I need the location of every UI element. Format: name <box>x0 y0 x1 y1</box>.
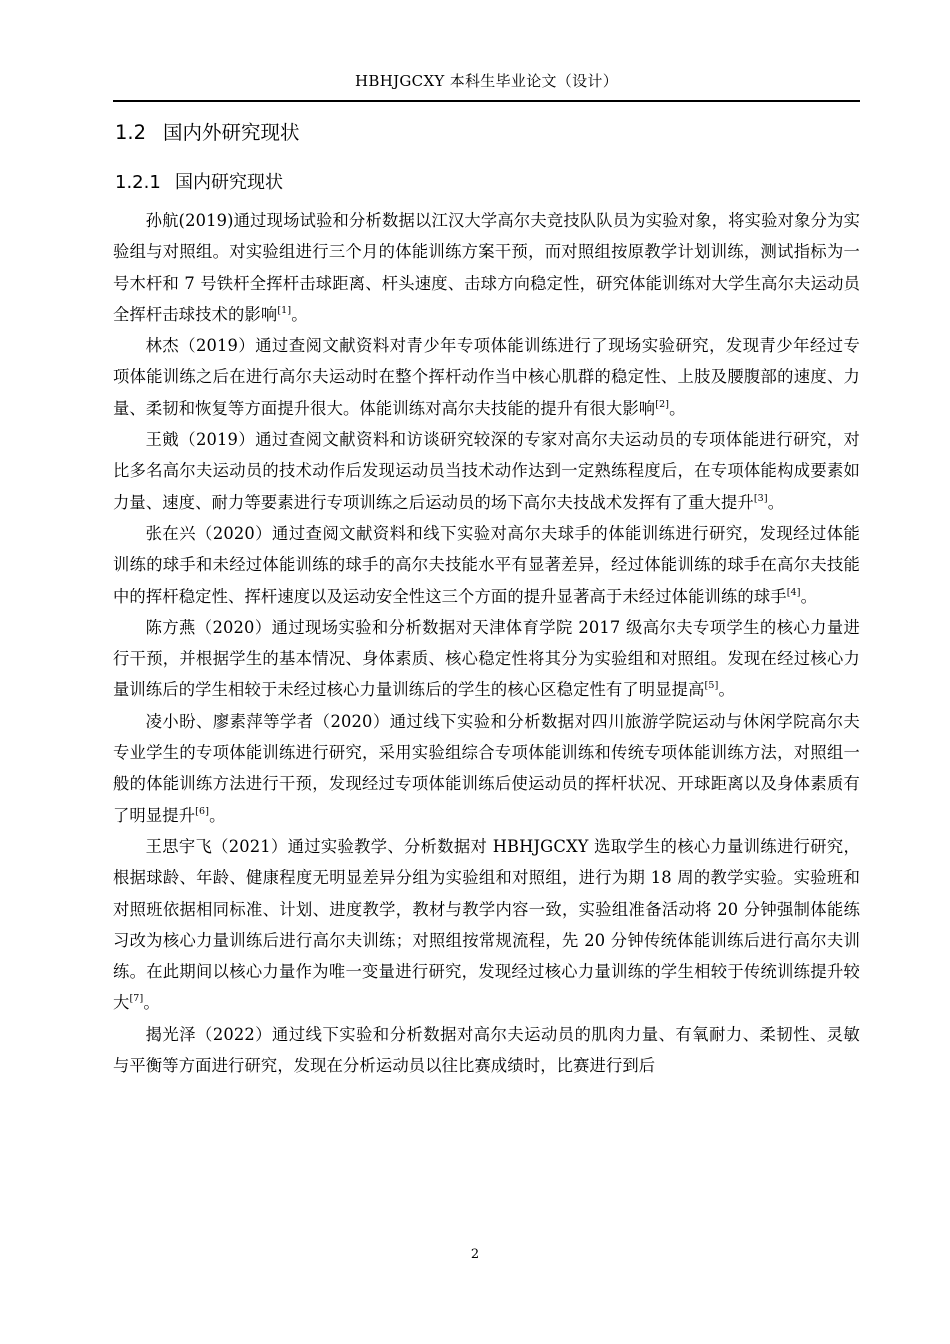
paragraph <box>113 612 860 706</box>
section-title: 国内外研究现状 <box>163 121 300 144</box>
paragraph <box>113 831 860 1019</box>
citation-ref: [2] <box>655 398 670 410</box>
paragraph <box>113 706 860 831</box>
citation-ref: [4] <box>786 586 801 598</box>
paragraph <box>113 1019 860 1082</box>
paragraph <box>113 518 860 612</box>
citation-ref: [3] <box>753 492 768 504</box>
paragraph-end: 。 <box>718 680 735 700</box>
citation-ref: [6] <box>195 805 210 817</box>
citation-ref: [7] <box>129 993 144 1005</box>
subsection-title: 国内研究现状 <box>175 172 283 193</box>
body-text <box>113 205 860 1081</box>
subsection-heading <box>115 168 283 194</box>
paragraph-text: 陈方燕（2020）通过现场实验和分析数据对天津体育学院 2017 级高尔夫专项学生的核心力量进行干预，并根据学生的基本情况、身体素质、核心稳定性将其分为实验组和对照组。发现在经过核心力量训练后的学生相较于未经过核心力量训练后的学生的核心区稳定性有了明显提高 <box>113 617 860 700</box>
paragraph-text: 孙航(2019)通过现场试验和分析数据以江汉大学高尔夫竞技队队员为实验对象，将实验对象分为实验组与对照组。对实验组进行三个月的体能训练方案干预，而对照组按原教学计划训练，测试指标为一号木杆和 7 号铁杆全挥杆击球距离、杆头速度、击球方向稳定性，研究体能训练对大学生高尔夫运动员全挥杆击球技术的影响 <box>113 211 860 324</box>
paragraph-text: 林杰（2019）通过查阅文献资料对青少年专项体能训练进行了现场实验研究，发现青少年经过专项体能训练之后在进行高尔夫运动时在整个挥杆动作当中核心肌群的稳定性、上肢及腰腹部的速度、力量、柔韧和恢复等方面提升很大。体能训练对高尔夫技能的提升有很大影响 <box>113 336 860 418</box>
paragraph-end: 。 <box>669 398 686 418</box>
paragraph-end: 。 <box>767 492 785 512</box>
citation-ref: [5] <box>704 680 719 692</box>
citation-ref: [1] <box>277 304 292 316</box>
header-rule <box>113 100 860 102</box>
paragraph-text: 张在兴（2020）通过查阅文献资料和线下实验对高尔夫球手的体能训练进行研究，发现经过体能训练的球手和未经过体能训练的球手的高尔夫技能水平有显著差异，经过体能训练的球手在高尔夫技能中的挥杆稳定性、挥杆速度以及运动安全性这三个方面的提升显著高于未经过体能训练的球手 <box>113 523 860 606</box>
page-number: 2 <box>470 1247 480 1262</box>
paragraph-end: 。 <box>143 993 160 1013</box>
paragraph-text: 王思宇飞（2021）通过实验教学、分析数据对 HBHJGCXY 选取学生的核心力量训练进行研究，根据球龄、年龄、健康程度无明显差异分组为实验组和对照组，进行为期 18 周的教学实验。实验班和对照班依据相同标准、计划、进度教学，教材与教学内容一致，实验组准备活动将 20 分钟强制体能练习改为核心力量训练后进行高尔夫训练；对照组按常规流程，先 20 分钟传统体能训练后进行高尔夫训练。在此期间以核心力量作为唯一变量进行研究，发现经过核心力量训练的学生相较于传统训练提升较大 <box>113 836 860 1013</box>
paragraph-text: 揭光泽（2022）通过线下实验和分析数据对高尔夫运动员的肌肉力量、有氧耐力、柔韧性、灵敏与平衡等方面进行研究，发现在分析运动员以往比赛成绩时，比赛进行到后 <box>113 1024 860 1076</box>
paragraph-end: 。 <box>209 805 226 825</box>
paragraph-end: 。 <box>800 586 818 606</box>
section-number: 1.2 <box>115 121 147 144</box>
paragraph <box>113 424 860 518</box>
running-header: HBHJGCXY 本科生毕业论文（设计） <box>354 72 618 90</box>
paragraph <box>113 205 860 330</box>
paragraph <box>113 330 860 424</box>
section-heading <box>115 117 300 145</box>
paragraph-text: 凌小盼、廖素萍等学者（2020）通过线下实验和分析数据对四川旅游学院运动与休闲学院高尔夫专业学生的专项体能训练进行研究，采用实验组综合专项体能训练和传统专项体能训练方法，对照组一般的体能训练方法进行干预，发现经过专项体能训练后使运动员的挥杆状况、开球距离以及身体素质有了明显提升 <box>113 711 860 825</box>
subsection-number: 1.2.1 <box>115 172 161 193</box>
paragraph-end: 。 <box>291 304 308 324</box>
paragraph-text: 王戭（2019）通过查阅文献资料和访谈研究较深的专家对高尔夫运动员的专项体能进行研究，对比多名高尔夫运动员的技术动作后发现运动员当技术动作达到一定熟练程度后，在专项体能构成要素如力量、速度、耐力等要素进行专项训练之后运动员的场下高尔夫技战术发挥有了重大提升 <box>113 430 860 512</box>
